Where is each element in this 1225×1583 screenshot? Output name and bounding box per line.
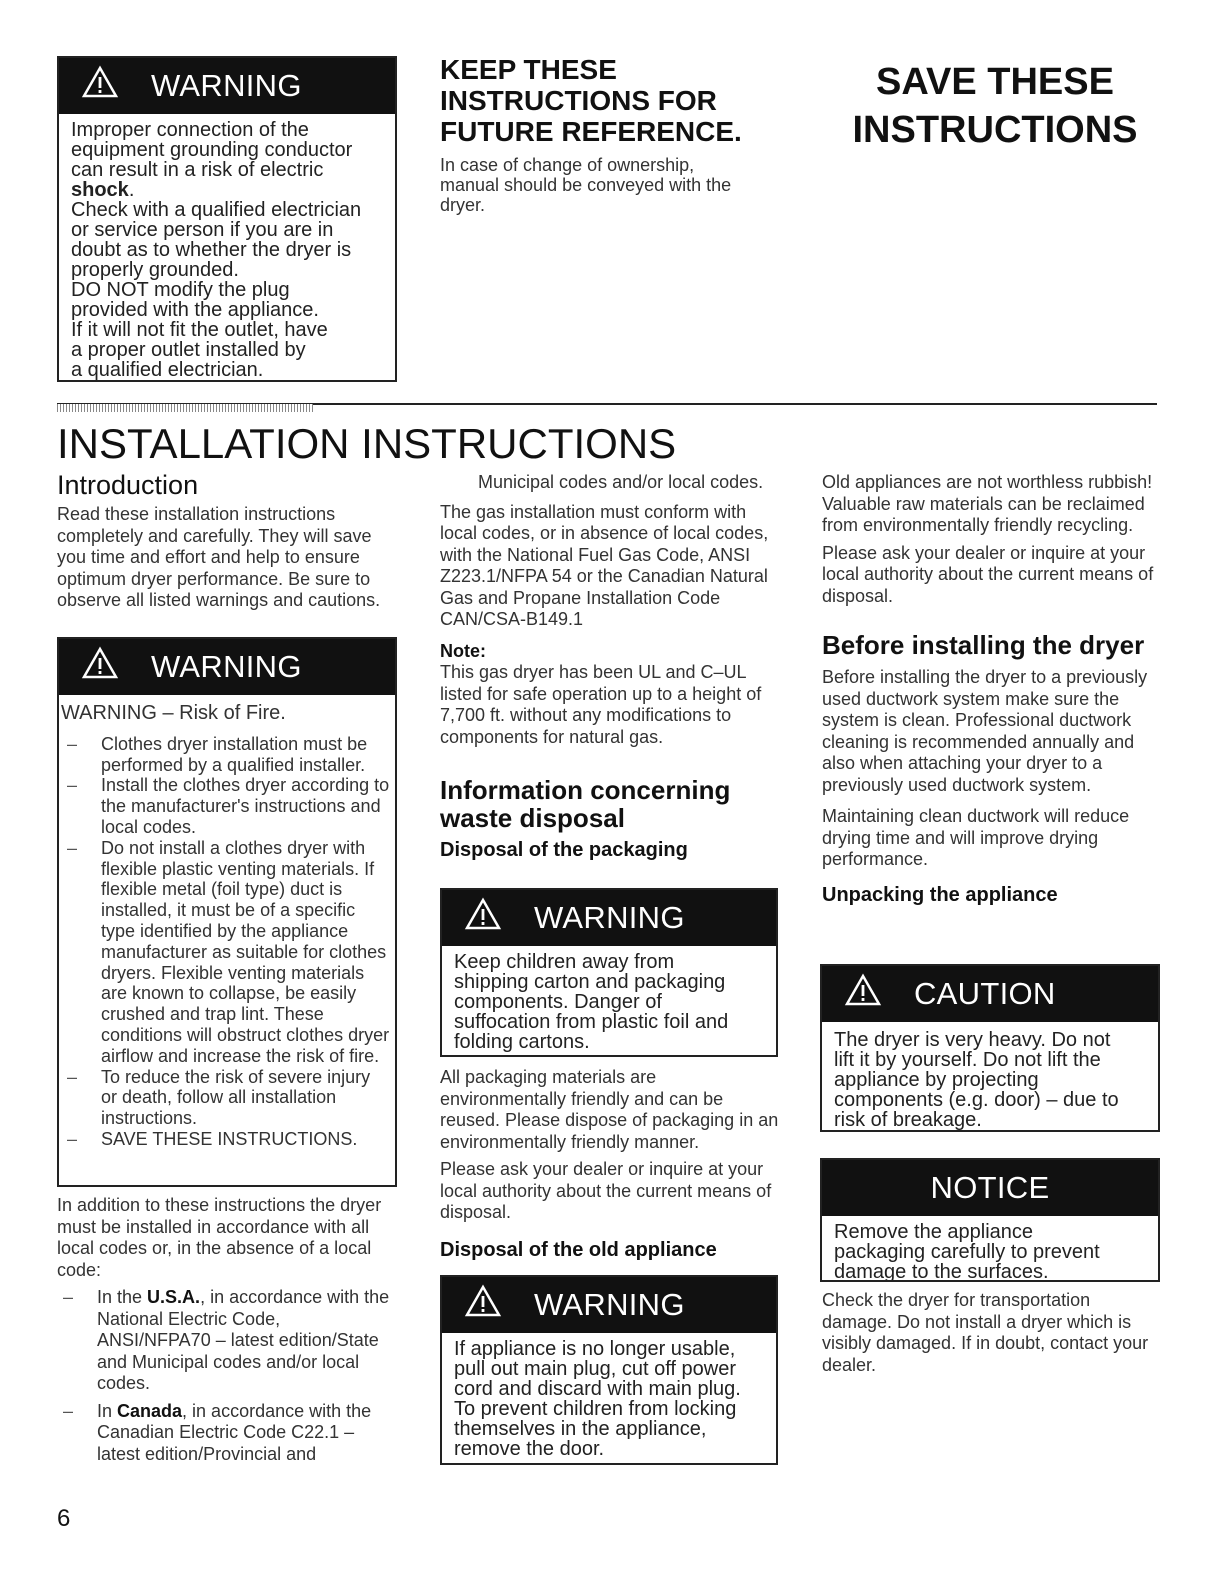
- keep-instructions-block: [440, 54, 800, 215]
- list-item: – SAVE THESE INSTRUCTIONS.: [61, 1129, 391, 1150]
- fire-warning-list: [61, 734, 391, 1150]
- code-list: [57, 1287, 397, 1465]
- warning-header: [442, 890, 776, 946]
- section-rule-hatch: [57, 404, 313, 412]
- keep-text: [440, 155, 800, 215]
- warning-body: [59, 114, 395, 386]
- column-2: [440, 472, 780, 862]
- caution-body: [822, 1022, 1158, 1136]
- gas-text: The gas installation must conform with local codes, or in absence of local codes, with the National Fuel Gas Code, ANSI Z223.1/NFPA 54 or the Canadian Natural Gas and Propane Installation Code CAN/CSA-B149.1: [440, 501, 769, 629]
- waste-heading-line: waste disposal: [440, 803, 625, 833]
- warning-title: WARNING: [534, 1287, 685, 1322]
- save-instructions-heading: [830, 58, 1160, 154]
- keep-heading-line: KEEP THESE: [440, 54, 617, 85]
- ask-dealer-text: Please ask your dealer or inquire at your local authority about the current means of disposal.: [822, 542, 1154, 606]
- notice-header: [822, 1160, 1158, 1216]
- warning-line: can result in a risk of electric: [71, 159, 324, 181]
- warning-line: equipment grounding conductor: [71, 139, 353, 161]
- caution-line: The dryer is very heavy. Do not: [834, 1029, 1111, 1051]
- warning-line: cord and discard with main plug.: [454, 1378, 741, 1400]
- maintaining-text: Maintaining clean ductwork will reduce drying time and will improve drying performance.: [822, 806, 1130, 869]
- list-item: – Install the clothes dryer according to the manufacturer's instructions and local codes.: [61, 775, 391, 837]
- note-text: This gas dryer has been UL and C–UL listed for safe operation up to a height of 7,700 ft. without any modifications to components for natural gas.: [440, 662, 762, 747]
- canada-post: , in accordance with the Canadian Electric Code C22.1 – latest edition/Provincial and: [97, 1400, 372, 1464]
- warning-line: provided with the appliance.: [71, 299, 319, 321]
- warning-line: components. Danger of: [454, 991, 662, 1013]
- notice-line: damage to the surfaces.: [834, 1261, 1049, 1283]
- list-item-canada: [57, 1401, 397, 1466]
- notice-line: packaging carefully to prevent: [834, 1241, 1100, 1263]
- column-3: [822, 472, 1162, 907]
- shock-bold: shock: [71, 179, 129, 201]
- fire-warning-lead: WARNING – Risk of Fire.: [61, 702, 286, 724]
- grounding-warning-box: [57, 56, 397, 382]
- old-appliance-subheading: Disposal of the old appliance: [440, 1238, 717, 1261]
- caution-line: components (e.g. door) – due to: [834, 1089, 1119, 1111]
- warning-body: [442, 1333, 776, 1465]
- notice-body: [822, 1216, 1158, 1288]
- introduction-heading: Introduction: [57, 470, 199, 500]
- column-1-lower: [57, 1195, 397, 1465]
- waste-heading-line: Information concerning: [440, 775, 731, 805]
- list-item: – Clothes dryer installation must be performed by a qualified installer.: [61, 734, 391, 776]
- warning-line: suffocation from plastic foil and: [454, 1011, 729, 1033]
- usa-post: , in accordance with the National Electric Code, ANSI/NFPA70 – latest edition/State and Municipal codes and/or local codes.: [97, 1287, 390, 1393]
- check-damage-text: Check the dryer for transportation damage. Do not install a dryer which is visibly damaged. If in doubt, contact your dealer.: [822, 1290, 1149, 1375]
- warning-line: properly grounded.: [71, 259, 239, 281]
- warning-line: Improper connection of the: [71, 119, 309, 141]
- packaging-text: All packaging materials are environmentally friendly and can be reused. Please dispose of packaging in an environmentally friendly manner.: [440, 1067, 779, 1152]
- keep-text-line: dryer.: [440, 195, 486, 215]
- warning-line: If it will not fit the outlet, have: [71, 319, 328, 341]
- caution-line: risk of breakage.: [834, 1109, 982, 1131]
- warning-line: remove the door.: [454, 1438, 605, 1460]
- warning-title: WARNING: [151, 68, 302, 103]
- packaging-warning-box: [440, 888, 778, 1057]
- warning-triangle-icon: [81, 646, 119, 688]
- page-title: INSTALLATION INSTRUCTIONS: [57, 420, 677, 467]
- warning-title: WARNING: [151, 649, 302, 684]
- canada-pre: In: [97, 1400, 118, 1421]
- canada-bold: Canada: [117, 1400, 183, 1421]
- notice-box: [820, 1158, 1160, 1282]
- caution-line: lift it by yourself. Do not lift the: [834, 1049, 1101, 1071]
- caution-box: [820, 964, 1160, 1132]
- list-item-usa: [57, 1287, 397, 1395]
- fire-warning-box: [57, 637, 397, 1187]
- warning-line: a proper outlet installed by: [71, 339, 306, 361]
- warning-line: doubt as to whether the dryer is: [71, 239, 352, 261]
- caution-title: CAUTION: [914, 976, 1056, 1011]
- old-appliance-warning-box: [440, 1275, 778, 1465]
- column-2-lower: [440, 1067, 780, 1262]
- warning-triangle-icon: [81, 65, 119, 107]
- warning-triangle-icon: [844, 973, 882, 1015]
- old-appliance-text: Old appliances are not worthless rubbish! Valuable raw materials can be reclaimed from environmentally friendly recycling.: [822, 472, 1153, 535]
- warning-line: pull out main plug, cut off power: [454, 1358, 737, 1380]
- warning-line: If appliance is no longer usable,: [454, 1338, 736, 1360]
- ask-dealer-text: Please ask your dealer or inquire at your local authority about the current means of disposal.: [440, 1159, 772, 1222]
- list-item: – To reduce the risk of severe injury or death, follow all installation instructions.: [61, 1067, 391, 1129]
- before-installing-heading: Before installing the dryer: [822, 630, 1145, 660]
- packaging-subheading: Disposal of the packaging: [440, 839, 688, 861]
- warning-line: themselves in the appliance,: [454, 1418, 707, 1440]
- keep-heading-line: INSTRUCTIONS FOR: [440, 85, 717, 116]
- warning-line: To prevent children from locking: [454, 1398, 737, 1420]
- keep-heading-line: FUTURE REFERENCE.: [440, 116, 742, 147]
- municipal-cont-text: Municipal codes and/or local codes.: [478, 472, 764, 492]
- save-heading-line: INSTRUCTIONS: [852, 109, 1138, 151]
- page-number: 6: [57, 1505, 71, 1532]
- warning-header: [442, 1277, 776, 1333]
- intro-text: Read these installation instructions completely and carefully. They will save you time and effort and help to ensure optimum dryer performance. Be sure to observe all listed warnings and cautions.: [57, 504, 381, 610]
- warning-line: a qualified electrician.: [71, 359, 264, 381]
- list-item: – Do not install a clothes dryer with flexible plastic venting materials. If flexible metal (foil type) duct is installed, it must be of a specific type identified by the appliance manufacturer as suitable for clothes dryers. Flexible venting materials are known to collapse, be easily crushed and trap lint. These conditions will obstruct clothes dryer airflow and increase the risk of fire.: [61, 838, 391, 1067]
- keep-heading: [440, 54, 800, 147]
- warning-line: or service person if you are in: [71, 219, 334, 241]
- notice-title: NOTICE: [930, 1170, 1050, 1205]
- keep-text-line: In case of change of ownership,: [440, 155, 695, 175]
- warning-line: Keep children away from: [454, 951, 675, 973]
- warning-line: DO NOT modify the plug: [71, 279, 290, 301]
- column-1: [57, 470, 399, 612]
- warning-line: shipping carton and packaging: [454, 971, 726, 993]
- notice-line: Remove the appliance: [834, 1221, 1034, 1243]
- caution-line: appliance by projecting: [834, 1069, 1039, 1091]
- warning-line: Check with a qualified electrician: [71, 199, 362, 221]
- usa-bold: U.S.A.: [147, 1287, 201, 1307]
- addition-text: In addition to these instructions the dryer must be installed in accordance with all local codes or, in the absence of a local code:: [57, 1195, 382, 1280]
- usa-pre: In the: [97, 1287, 148, 1307]
- warning-header: [59, 639, 395, 695]
- punct: .: [128, 179, 135, 201]
- warning-triangle-icon: [464, 897, 502, 939]
- warning-header: [59, 58, 395, 114]
- save-heading-line: SAVE THESE: [876, 61, 1114, 103]
- warning-line: folding cartons.: [454, 1031, 590, 1053]
- warning-body: [442, 946, 776, 1058]
- warning-line: [71, 180, 383, 200]
- keep-text-line: manual should be conveyed with the: [440, 175, 732, 195]
- fire-warning-body: [59, 695, 395, 1150]
- waste-disposal-heading: [440, 776, 780, 832]
- warning-title: WARNING: [534, 900, 685, 935]
- note-label: Note:: [440, 640, 486, 661]
- before-installing-text: Before installing the dryer to a previously used ductwork system make sure the system is clean. Professional ductwork cleaning is recommended annually and also when attaching your dryer to a previously used ductwork system.: [822, 667, 1148, 795]
- warning-triangle-icon: [464, 1284, 502, 1326]
- caution-header: [822, 966, 1158, 1022]
- unpacking-subheading: Unpacking the appliance: [822, 883, 1058, 906]
